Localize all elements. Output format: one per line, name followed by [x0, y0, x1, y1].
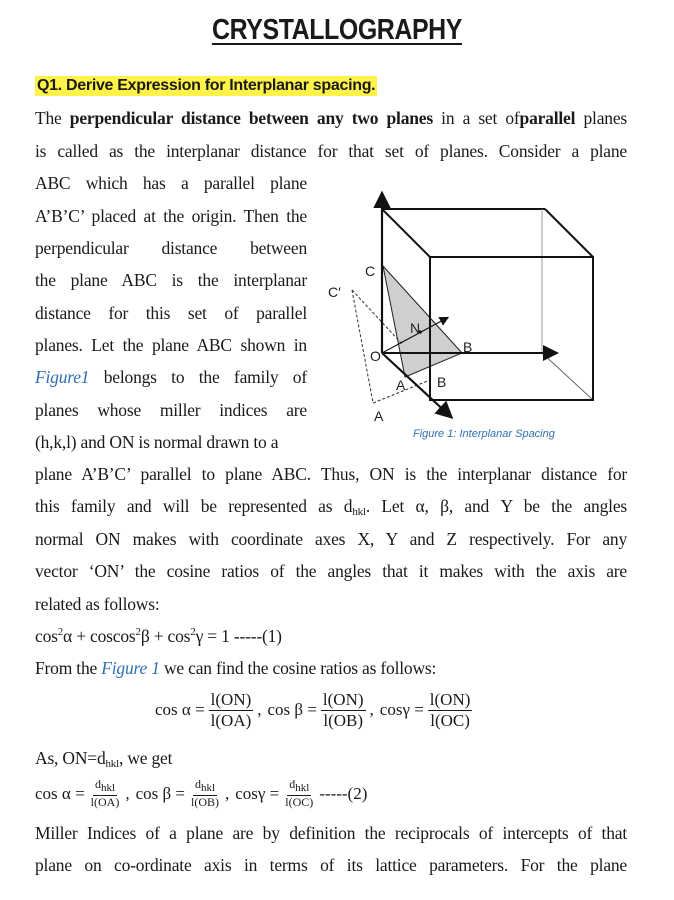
label-a-inner: A — [396, 377, 406, 393]
paragraph-line: is called as the interplanar distance for that set of planes. Consider a plane — [35, 141, 627, 161]
figure-link[interactable]: Figure1 — [35, 367, 90, 387]
paragraph-line: perpendicular distance between — [35, 238, 307, 258]
paragraph-line: From the Figure 1 we can find the cosine ratios as follows: — [35, 658, 437, 678]
paragraph-line: plane on co-ordinate axis in terms of its lattice parameters. For the plane — [35, 855, 627, 875]
paragraph-line: related as follows: — [35, 594, 160, 614]
page-title: CRYSTALLOGRAPHY — [212, 14, 462, 46]
plane-abc — [383, 266, 462, 377]
question-heading: Q1. Derive Expression for Interplanar spacing. — [37, 77, 376, 94]
paragraph-line: Miller Indices of a plane are by definition the reciprocals of intercepts of that — [35, 823, 627, 843]
paragraph-line: planes whose miller indices are — [35, 400, 307, 420]
figure-caption: Figure 1: Interplanar Spacing — [413, 428, 555, 440]
label-c: C — [365, 263, 376, 279]
paragraph-line: A’B’C’ placed at the origin. Then the — [35, 206, 307, 226]
paragraph-line: plane A’B’C’ parallel to plane ABC. Thus, ON is the interplanar distance for — [35, 464, 627, 484]
label-o: O — [370, 348, 381, 364]
paragraph-line: The perpendicular distance between any two planes in a set ofparallel planes — [35, 108, 627, 128]
label-a-outer: A — [374, 408, 384, 424]
label-c-prime: C′ — [328, 284, 341, 300]
paragraph-line: Figure1 belongs to the family of — [35, 367, 307, 387]
label-n: N — [410, 320, 421, 336]
paragraph-line: planes. Let the plane ABC shown in — [35, 335, 307, 355]
equation-cosines: cos α = $\frac{l(ON)}{l(OA)}$ , cos β = $\frac{l(ON)}{l(OB)}$ , cosγ = $\frac{l(ON)}{l(OC)}$ — [155, 690, 471, 730]
paragraph-line: As, $ON=d_{hkl}$, we get — [35, 748, 173, 770]
interplanar-spacing-figure — [320, 180, 620, 430]
paragraph-line: the plane ABC is the interplanar — [35, 270, 307, 290]
paragraph-line: ABC which has a parallel plane — [35, 173, 307, 193]
equation-1: $\cos^2\alpha + coscos^2\beta + \cos^2\gamma = 1$ -----(1) — [35, 626, 282, 646]
paragraph-line: this family and will be represented as $d_{hkl}$. Let α, β, and Υ be the angles — [35, 496, 627, 518]
paragraph-line: distance for this set of parallel — [35, 303, 307, 323]
paragraph-line: normal ON makes with coordinate axes X, Y and Z respectively. For any — [35, 529, 627, 549]
paragraph-line: vector ‘ON’ the cosine ratios of the angles that it makes with the axis are — [35, 561, 627, 581]
label-b-upper: B — [463, 339, 473, 355]
figure-link[interactable]: Figure 1 — [101, 658, 160, 678]
label-b-lower: B — [437, 374, 447, 390]
paragraph-line: (h,k,l) and ON is normal drawn to a — [35, 432, 279, 452]
equation-2: cos α = $\frac{d_{hkl}}{l(OA)}$ , cos β = $\frac{d_{hkl}}{l(OB)}$ , cosγ = $\frac{d_{hkl}}{l(OC)}$ -----(2) — [35, 777, 368, 809]
